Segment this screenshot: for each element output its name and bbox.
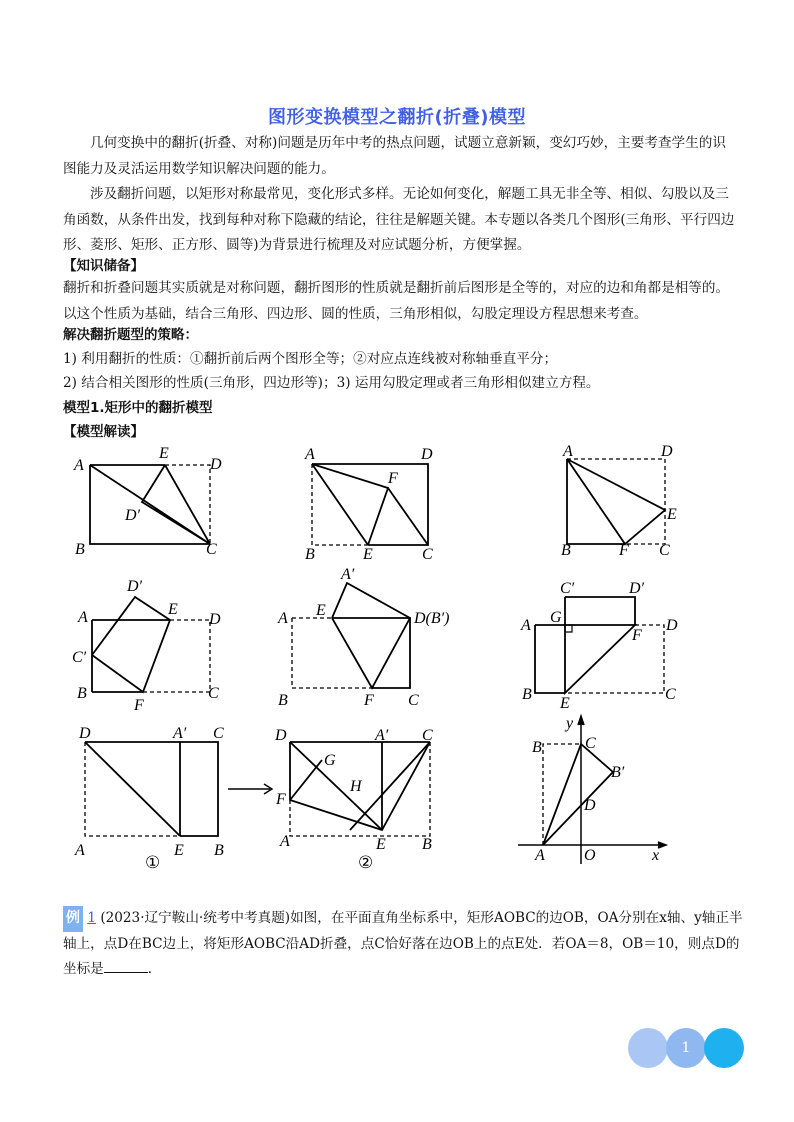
figure-8 (272, 722, 472, 870)
label-B: B (75, 541, 85, 558)
page-decoration-circle-right (704, 1028, 744, 1068)
model-subheading: 【模型解读】 (63, 424, 144, 440)
label-B: B (77, 685, 87, 702)
page-title: 图形变换模型之翻折(折叠)模型 (268, 107, 526, 128)
label-E: E (316, 602, 326, 619)
page-decoration-circle-left (628, 1028, 668, 1068)
label-E: E (376, 836, 386, 853)
example-source: (2023·辽宁鞍山·统考中考真题) (100, 910, 291, 926)
label-A: A (74, 457, 84, 474)
strategy-item-2: 2) 结合相关图形的性质(三角形，四边形等)；3) 运用勾股定理或者三角形相似建立方程。 (63, 375, 600, 391)
label-B: B (305, 546, 315, 563)
figure-4 (70, 570, 240, 714)
label-C: C (422, 727, 433, 744)
label-D-B-prime: D(B′) (414, 610, 450, 627)
label-C-prime: C′ (72, 649, 87, 666)
figure-5 (272, 565, 472, 715)
knowledge-heading: 【知识储备】 (63, 258, 144, 274)
model-heading: 模型1.矩形中的翻折模型 (63, 400, 213, 416)
example-text: 如图，在平面直角坐标系中，矩形AOBC的边OB，OA分别在x轴、y轴正半轴上，点D在BC边上，将矩形AOBC沿AD折叠，点C恰好落在边OB上的点E处．若OA＝8，OB＝10，则点D的坐标是 (63, 910, 743, 977)
label-F: F (276, 791, 286, 808)
label-B: B (532, 739, 542, 756)
figure-9 (518, 712, 678, 867)
label-A: A (563, 443, 573, 460)
label-y-axis: y (566, 715, 574, 732)
label-A-prime: A′ (341, 566, 355, 583)
label-F: F (364, 692, 374, 709)
label-A: A (521, 617, 531, 634)
label-B: B (561, 542, 571, 559)
example-text-end: ． (147, 961, 162, 977)
label-A: A (305, 446, 315, 463)
label-F: F (388, 470, 398, 487)
label-D: D (275, 727, 287, 744)
arrow-icon (226, 782, 276, 796)
figure-3 (555, 442, 690, 567)
label-E: E (560, 695, 570, 712)
intro-paragraph-2: 涉及翻折问题，以矩形对称最常见，变化形式多样。无论如何变化，解题工具无非全等、相似、勾股以及三角函数，从条件出发，找到每种对称下隐藏的结论，往往是解题关键。本专题以各类几个图形(三角形、平行四边形、菱形、矩形、正方形、圆等)为背景进行梳理及对应试题分析，方便掌握。 (63, 186, 735, 253)
label-B: B (522, 686, 532, 703)
label-C: C (659, 542, 670, 559)
label-A: A (535, 847, 545, 864)
label-B: B (214, 842, 224, 859)
label-E: E (168, 601, 178, 618)
label-B: B (278, 692, 288, 709)
label-A: A (78, 609, 88, 626)
label-D-prime: D′ (125, 507, 141, 524)
label-E: E (363, 546, 373, 563)
label-D: D (666, 617, 678, 634)
answer-blank[interactable] (104, 958, 148, 973)
label-C: C (585, 735, 596, 752)
example-1 (63, 906, 743, 983)
label-F: F (134, 697, 144, 714)
label-B-prime: B′ (611, 764, 625, 781)
label-C: C (208, 685, 219, 702)
label-E: E (667, 506, 677, 523)
example-number: 1 (87, 910, 96, 926)
label-circled-1: ① (145, 853, 161, 872)
figure-2 (298, 442, 448, 567)
label-C-prime: C′ (560, 580, 575, 597)
figure-7 (70, 722, 240, 870)
label-E: E (174, 842, 184, 859)
label-D-prime: D′ (629, 580, 645, 597)
label-G: G (324, 752, 336, 769)
label-D: D (209, 611, 221, 628)
label-D-prime: D′ (127, 578, 143, 595)
label-A: A (280, 833, 290, 850)
label-C: C (408, 692, 419, 709)
label-D: D (79, 725, 91, 742)
label-A: A (278, 610, 288, 627)
label-C: C (422, 546, 433, 563)
label-A: A (75, 842, 85, 859)
label-D: D (661, 443, 673, 460)
example-tag: 例 (63, 906, 83, 932)
label-C: C (665, 686, 676, 703)
label-x-axis: x (652, 847, 660, 864)
label-O: O (584, 847, 596, 864)
label-G: G (550, 609, 562, 626)
label-E: E (159, 445, 169, 462)
label-C: C (213, 725, 224, 742)
figure-1 (70, 442, 240, 567)
label-D: D (584, 797, 596, 814)
label-D: D (210, 456, 222, 473)
label-B: B (422, 836, 432, 853)
label-circled-2: ② (358, 853, 374, 872)
intro-paragraph-1: 几何变换中的翻折(折叠、对称)问题是历年中考的热点问题，试题立意新颖，变幻巧妙，主要考查学生的识图能力及灵活运用数学知识解决问题的能力。 (63, 135, 726, 177)
page-number: 1 (681, 1040, 691, 1056)
label-H: H (350, 778, 362, 795)
strategy-heading: 解决翻折题型的策略： (63, 327, 198, 343)
label-D: D (421, 446, 433, 463)
page-number-circle (666, 1028, 706, 1068)
label-A-prime: A′ (173, 725, 187, 742)
strategy-item-1: 1) 利用翻折的性质：①翻折前后两个图形全等；②对应点连线被对称轴垂直平分； (63, 351, 558, 367)
knowledge-text: 翻折和折叠问题其实质就是对称问题，翻折图形的性质就是翻折前后图形是全等的，对应的边和角都是相等的。以这个性质为基础，结合三角形、四边形、圆的性质，三角形相似，勾股定理设方程思想来考查。 (63, 280, 730, 322)
label-F: F (619, 542, 629, 559)
label-C: C (206, 541, 217, 558)
label-F: F (632, 627, 642, 644)
label-A-prime: A′ (375, 727, 389, 744)
figure-6 (520, 575, 690, 710)
